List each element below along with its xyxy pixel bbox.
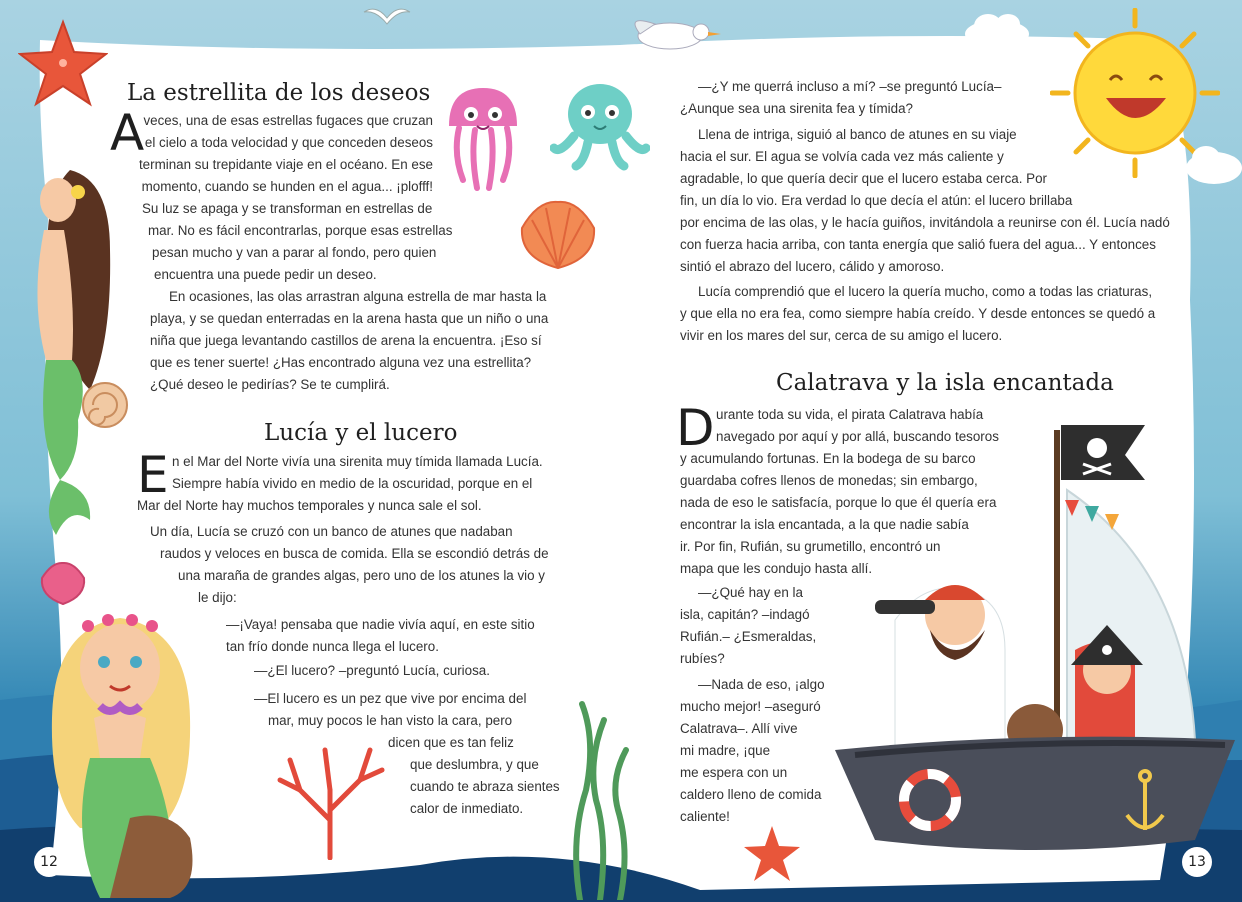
story-paragraph: Un día, Lucía se cruzó con un banco de atunes que nadaban raudos y veloces en busca de comida. Ella se escondió detrás de una maraña de grandes algas, pero uno de los atunes la vio y le dijo: (150, 524, 549, 605)
shell-icon (518, 198, 598, 273)
story-paragraph: Lucía comprendió que el lucero la quería mucho, como a todas las criaturas, y que ella no era fea, como siempre había creído. Y desde entonces se quedó a vivir en los mares del sur, cerca de su amigo el lucero. (680, 284, 1156, 343)
story-paragraph: —¡Vaya! pensaba que nadie vivía aquí, en este sitio tan frío donde nunca llega el lucero. (226, 617, 535, 654)
drop-cap: E (137, 446, 169, 504)
story-paragraph: n el Mar del Norte vivía una sirenita muy tímida llamada Lucía. Siempre había vivido en medio de la oscuridad, porque en el Mar del Norte hay muchos temporales y nunca sale el sol. (137, 454, 543, 513)
octopus-icon (550, 78, 650, 173)
cloud-icon (962, 10, 1032, 50)
story-title: Lucía y el lucero (264, 420, 458, 446)
page-number-right: 13 (1182, 847, 1212, 877)
seaweed-icon (560, 700, 640, 900)
story-title: La estrellita de los deseos (127, 80, 431, 106)
story-paragraph: urante toda su vida, el pirata Calatrava había navegado por aquí y por allá, buscando tesoros y acumulando fortunas. En la bodega de su barco guardaba cofres llenos de monedas; sin embargo, nada de eso le satisfacía, porque lo que él quería era encontrar la isla encantada, a la que nadie sabía ir. Por fin, Rufián, su grumetillo, encontró un mapa que les condujo hasta allí. (680, 407, 999, 576)
story-paragraph: Llena de intriga, siguió al banco de atunes en su viaje hacia el sur. El agua se volvía cada vez más caliente y agradable, lo que quería decir que el lucero estaba cerca. Por fin, un día lo vio. Era verdad lo que decía el atún: el lucero brillaba por encima de las olas, y le hacía guiños, invitándola a reunirse con él. Lucía nadó con fuerza hacia arriba, con tanta energía que salió fuera del agua... Y entonces sintió el abrazo del lucero, cálido y amoroso. (680, 127, 1170, 274)
cloud-icon (1182, 140, 1242, 190)
page-number-left: 12 (34, 847, 64, 877)
seagull-icon (362, 2, 412, 32)
jellyfish-icon (443, 84, 523, 194)
snail-shell-icon (80, 380, 130, 430)
drop-cap: A (110, 104, 145, 162)
story-title: Calatrava y la isla encantada (776, 370, 1114, 396)
story-paragraph: —¿El lucero? –preguntó Lucía, curiosa. (254, 663, 490, 678)
drop-cap: D (676, 399, 715, 457)
story-paragraph: En ocasiones, las olas arrastran alguna estrella de mar hasta la playa, y se quedan enterradas en la arena hasta que un niño o una niña que juega levantando castillos de arena la encuentra. ¡Eso sí que es tener suerte! ¿Has encontrado alguna vez una estrellita? ¿Qué deseo le pedirías? Se te cumplirá. (150, 289, 549, 392)
starfish-icon (18, 18, 108, 108)
story-paragraph: —El lucero es un pez que vive por encima del mar, muy pocos le han visto la cara, pero dicen que es tan feliz que deslumbra, y que cuando te abraza sientes calor de inmediato. (254, 691, 560, 816)
starfish-icon (742, 824, 802, 884)
story-paragraph: —¿Y me querrá incluso a mí? –se preguntó Lucía– ¿Aunque sea una sirenita fea y tímida? (680, 79, 1002, 116)
story-paragraph: —Nada de eso, ¡algo mucho mejor! –aseguró Calatrava–. Allí vive mi madre, ¡que me espera con un caldero lleno de comida caliente! (680, 677, 825, 824)
story-paragraph: veces, una de esas estrellas fugaces que cruzan el cielo a toda velocidad y que conceden deseos terminan su trepidante viaje en el océano. En ese momento, cuando se hunden en el agua... ¡plofff! Su luz se apaga y se transforman en estrellas de mar. No es fácil encontrarlas, porque esas estrellas pesan mucho y van a parar al fondo, pero quien encuentra una puede pedir un deseo. (138, 113, 453, 282)
story-paragraph: —¿Qué hay en la isla, capitán? –indagó Rufián.– ¿Esmeraldas, rubíes? (680, 585, 817, 666)
seagull-icon (615, 4, 725, 64)
